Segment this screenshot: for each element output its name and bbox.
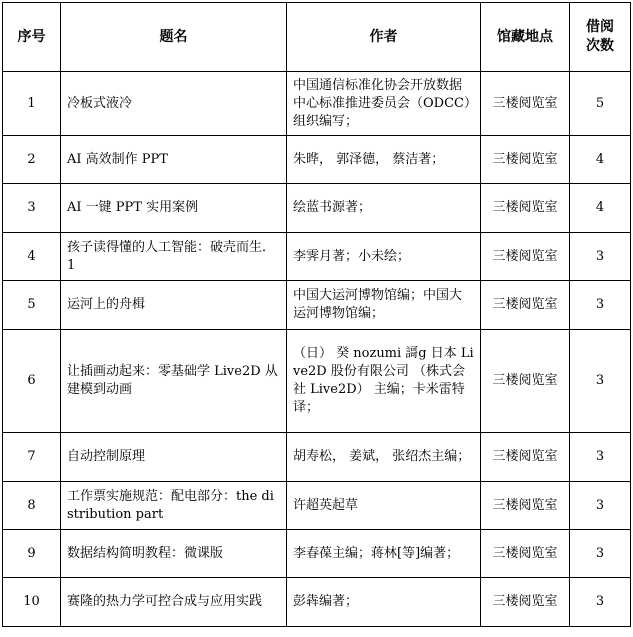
table-row	[3, 433, 631, 482]
row-author: 李霁月著；小未绘；	[287, 233, 481, 281]
row-author: 胡寿松， 姜斌， 张绍杰主编；	[287, 433, 481, 482]
row-count: 4	[570, 136, 631, 184]
row-count: 3	[570, 330, 631, 433]
row-location: 三楼阅览室	[481, 72, 570, 136]
table-row	[3, 136, 631, 184]
row-count: 3	[570, 578, 631, 627]
borrow-ranking-table	[2, 2, 631, 627]
row-author: 李春葆主编；蒋林[等]编著；	[287, 530, 481, 578]
row-title: 工作票实施规范：配电部分：the distribution part	[61, 482, 287, 530]
row-author: 绘蓝书源著；	[287, 184, 481, 233]
row-title: AI 一键 PPT 实用案例	[61, 184, 287, 233]
header-location: 馆藏地点	[481, 3, 570, 72]
table-row	[3, 233, 631, 281]
row-count: 5	[570, 72, 631, 136]
row-title: 自动控制原理	[61, 433, 287, 482]
row-index: 9	[3, 530, 61, 578]
row-author: 中国通信标准化协会开放数据中心标准推进委员会（ODCC）组织编写；	[287, 72, 481, 136]
row-author: 朱晔， 郭泽德， 蔡洁著；	[287, 136, 481, 184]
row-author: 许超英起草	[287, 482, 481, 530]
row-location: 三楼阅览室	[481, 433, 570, 482]
table-row	[3, 72, 631, 136]
row-index: 1	[3, 72, 61, 136]
row-location: 三楼阅览室	[481, 482, 570, 530]
row-count: 3	[570, 281, 631, 330]
row-index: 2	[3, 136, 61, 184]
row-index: 6	[3, 330, 61, 433]
row-title: 数据结构简明教程：微课版	[61, 530, 287, 578]
header-index: 序号	[3, 3, 61, 72]
row-count: 3	[570, 530, 631, 578]
row-index: 10	[3, 578, 61, 627]
row-location: 三楼阅览室	[481, 136, 570, 184]
row-location: 三楼阅览室	[481, 578, 570, 627]
row-index: 5	[3, 281, 61, 330]
row-author: （日） 癸 nozumi 謌g 日本 Live2D 股份有限公司 （株式会社 Live2D） 主编；卡米雷特译；	[287, 330, 481, 433]
row-author: 彭犇编著；	[287, 578, 481, 627]
row-count: 3	[570, 233, 631, 281]
row-title: AI 高效制作 PPT	[61, 136, 287, 184]
row-location: 三楼阅览室	[481, 281, 570, 330]
row-location: 三楼阅览室	[481, 330, 570, 433]
header-borrow-count-line1: 借阅	[586, 19, 614, 35]
row-title: 冷板式液冷	[61, 72, 287, 136]
row-index: 8	[3, 482, 61, 530]
row-count: 3	[570, 433, 631, 482]
row-count: 4	[570, 184, 631, 233]
header-row	[3, 3, 631, 72]
row-title: 让插画动起来：零基础学 Live2D 从建模到动画	[61, 330, 287, 433]
table-row	[3, 530, 631, 578]
row-title: 赛隆的热力学可控合成与应用实践	[61, 578, 287, 627]
row-index: 7	[3, 433, 61, 482]
row-index: 4	[3, 233, 61, 281]
table-row	[3, 482, 631, 530]
row-count: 3	[570, 482, 631, 530]
header-title: 题名	[61, 3, 287, 72]
row-title: 运河上的舟楫	[61, 281, 287, 330]
row-location: 三楼阅览室	[481, 233, 570, 281]
table-row	[3, 184, 631, 233]
row-index: 3	[3, 184, 61, 233]
header-borrow-count	[570, 3, 631, 72]
table-row	[3, 281, 631, 330]
row-author: 中国大运河博物馆编；中国大运河博物馆编；	[287, 281, 481, 330]
row-location: 三楼阅览室	[481, 184, 570, 233]
row-location: 三楼阅览室	[481, 530, 570, 578]
table-row	[3, 578, 631, 627]
table-row	[3, 330, 631, 433]
header-borrow-count-line2: 次数	[586, 38, 614, 54]
row-title: 孩子读得懂的人工智能：破壳而生．1	[61, 233, 287, 281]
header-author: 作者	[287, 3, 481, 72]
